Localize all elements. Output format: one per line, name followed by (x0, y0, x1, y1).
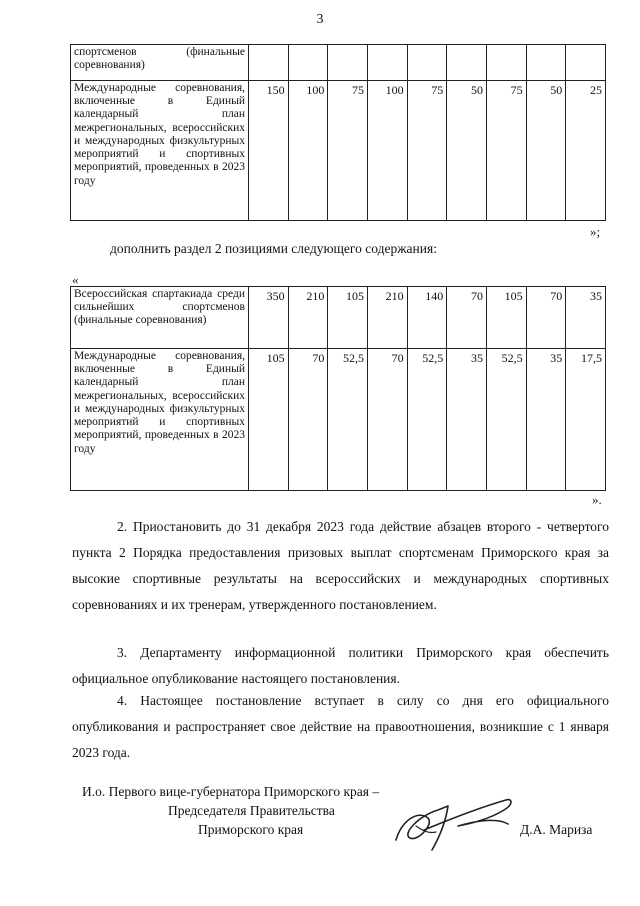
table-cell: 105 (328, 287, 368, 349)
intro-text: дополнить раздел 2 позициями следующего содержания: (110, 241, 437, 256)
table-cell: 75 (328, 81, 368, 221)
table-cell: 17,5 (566, 349, 606, 491)
page-number: 3 (316, 12, 324, 27)
table-cell: 105 (249, 349, 289, 491)
table-row (71, 287, 606, 349)
table-cell (486, 45, 526, 81)
table-cell: 105 (486, 287, 526, 349)
paragraph-3: 3. Департаменту информационной политики Приморского края обеспечить официальное опубликование настоящего постановления. (72, 645, 609, 686)
table-cell-name: Международные соревнования, включенные в Единый календарный план межрегиональных, всероссийских и международных физкультурных мероприятий и спортивных мероприятий, проведенных в 2023 году (71, 81, 249, 221)
table-cell: 70 (367, 349, 407, 491)
table-cell: 35 (526, 349, 566, 491)
table-cell: 210 (367, 287, 407, 349)
signatory-title-line-3: Приморского края (198, 822, 304, 837)
table-cell: 52,5 (486, 349, 526, 491)
table-cell-name: Всероссийская спартакиада среди сильнейших спортсменов (финальные соревнования) (71, 287, 249, 349)
table-cell: 50 (447, 81, 487, 221)
table-cell (367, 45, 407, 81)
closing-quote-2: ». (592, 492, 602, 507)
table-cell-name: Международные соревнования, включенные в Единый календарный план межрегиональных, всероссийских и международных физкультурных мероприятий и спортивных мероприятий, проведенных в 2023 году (71, 349, 249, 491)
opening-quote: « (72, 272, 79, 287)
table-cell-name: спортсменов (финальные соревнования) (71, 45, 249, 81)
table-cell: 35 (447, 349, 487, 491)
table-cell: 70 (447, 287, 487, 349)
table-cell: 210 (288, 287, 328, 349)
awards-table-new (70, 286, 606, 491)
paragraph-4: 4. Настоящее постановление вступает в силу со дня его официального опубликования и распространяет свое действие на правоотношения, возникшие с 1 января 2023 года. (72, 693, 609, 760)
table-cell: 75 (486, 81, 526, 221)
table-row (71, 349, 606, 491)
table-cell (447, 45, 487, 81)
signatory-title-line-1: И.о. Первого вице-губернатора Приморского края – (82, 784, 380, 799)
table-cell: 100 (288, 81, 328, 221)
table-cell: 50 (526, 81, 566, 221)
table-cell: 70 (288, 349, 328, 491)
table-cell: 35 (566, 287, 606, 349)
table-row (71, 81, 606, 221)
signatory-title-line-2: Председателя Правительства (168, 803, 335, 818)
table-cell: 70 (526, 287, 566, 349)
paragraph-2: 2. Приостановить до 31 декабря 2023 года действие абзацев второго - четвертого пункта 2 Порядка предоставления призовых выплат спортсменам Приморского края за высокие спортивные результаты на всероссийских и международных спортивных соревнованиях и их тренерам, утвержденного постановлением. (72, 519, 609, 612)
table-cell: 150 (249, 81, 289, 221)
table-cell: 350 (249, 287, 289, 349)
table-cell: 25 (566, 81, 606, 221)
table-cell: 52,5 (407, 349, 447, 491)
closing-quote-1: »; (590, 224, 601, 239)
table-cell (328, 45, 368, 81)
table-cell: 52,5 (328, 349, 368, 491)
table-cell (249, 45, 289, 81)
table-cell: 75 (407, 81, 447, 221)
signatory-name: Д.А. Мариза (520, 822, 593, 837)
table-cell: 100 (367, 81, 407, 221)
awards-table-continued (70, 44, 606, 221)
table-cell (526, 45, 566, 81)
table-cell (407, 45, 447, 81)
handwritten-signature (388, 790, 528, 860)
table-row (71, 45, 606, 81)
table-cell (566, 45, 606, 81)
table-cell (288, 45, 328, 81)
table-cell: 140 (407, 287, 447, 349)
